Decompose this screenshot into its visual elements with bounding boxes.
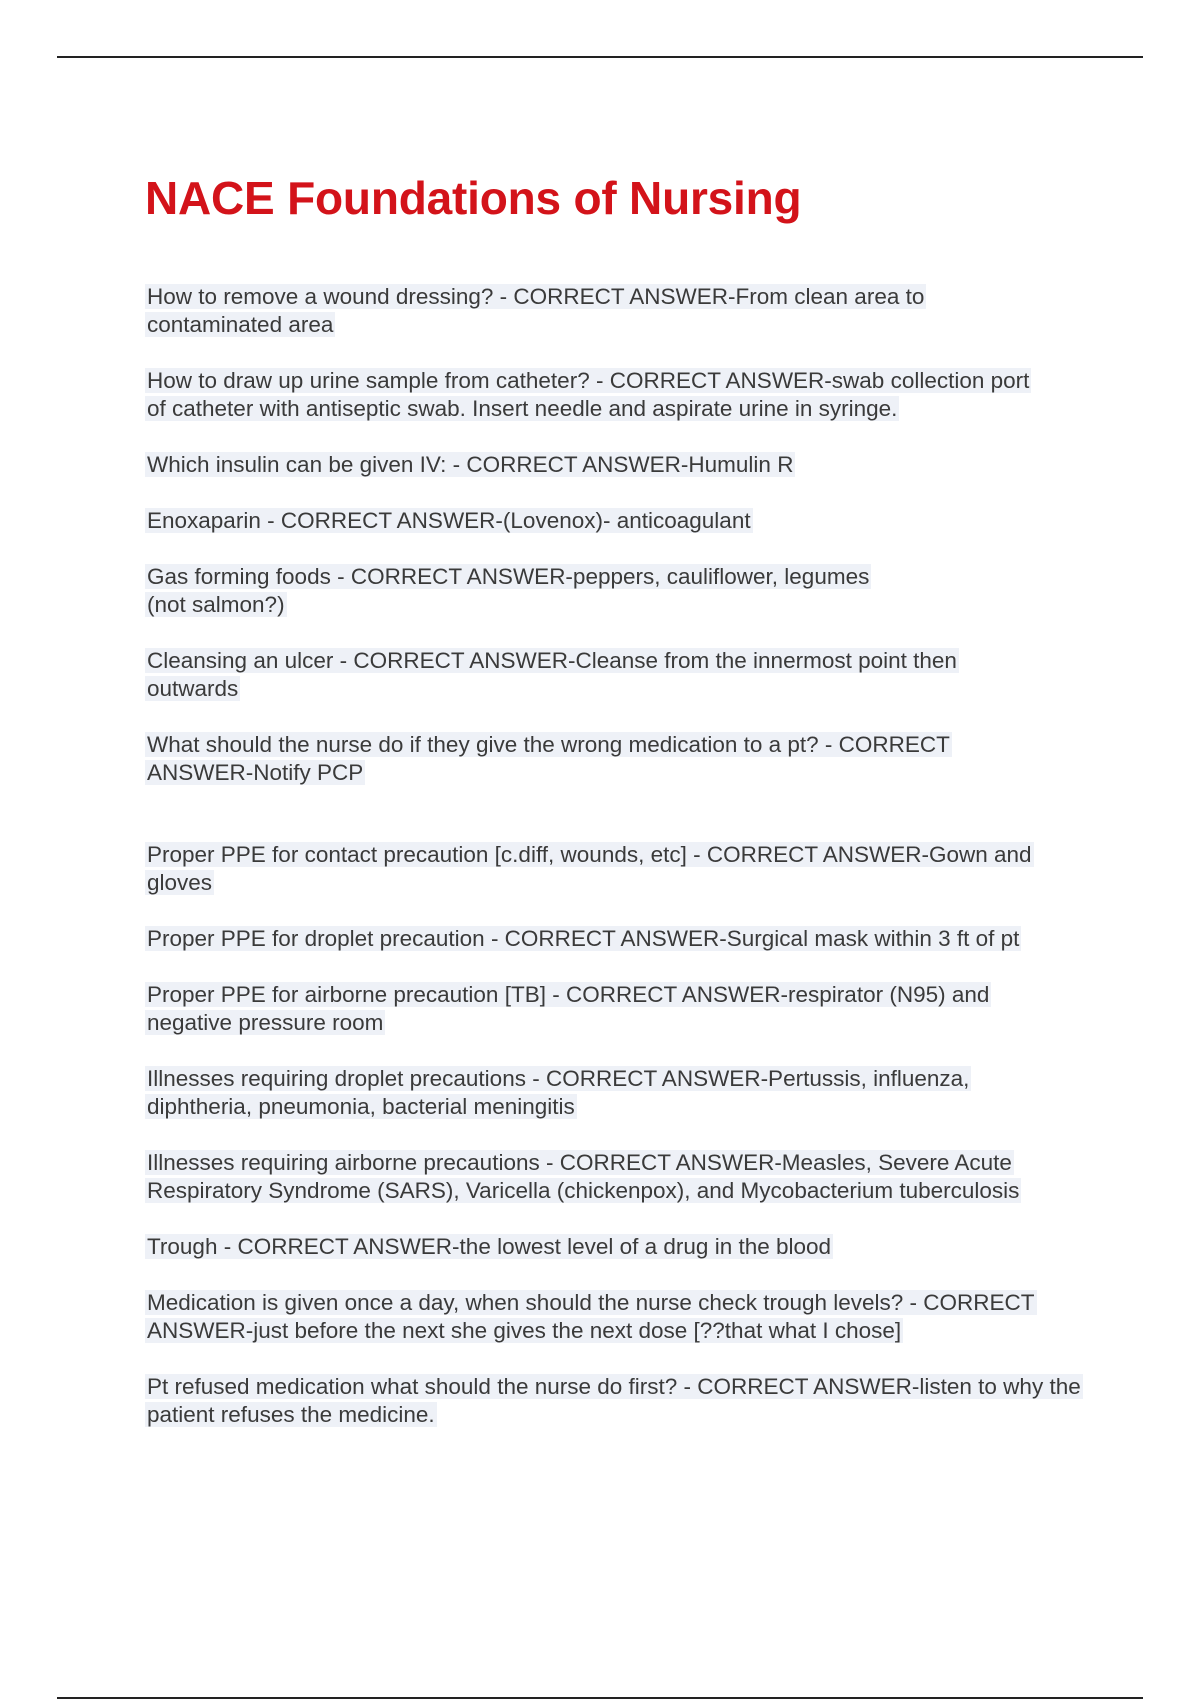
top-rule [57, 56, 1143, 58]
qa-item-2 [145, 367, 1045, 423]
qa-item-10 [145, 981, 1065, 1037]
qa-text: Medication is given once a day, when should the nurse check trough levels? - CORRECT ANSWER-just before the next she gives the next dose [??that what I chose] [147, 1290, 1035, 1343]
qa-text: Proper PPE for droplet precaution - CORRECT ANSWER-Surgical mask within 3 ft of pt [147, 926, 1020, 951]
qa-item-9 [145, 925, 1105, 953]
qa-text: Cleansing an ulcer - CORRECT ANSWER-Cleanse from the innermost point then outwards [147, 648, 957, 701]
qa-item-12 [145, 1149, 1105, 1205]
qa-item-4 [145, 507, 1095, 535]
qa-text: Enoxaparin - CORRECT ANSWER-(Lovenox)- anticoagulant [147, 508, 751, 533]
qa-text: Proper PPE for contact precaution [c.diff, wounds, etc] - CORRECT ANSWER-Gown and gloves [147, 842, 1032, 895]
qa-list [145, 283, 1095, 1457]
qa-text: Illnesses requiring airborne precautions - CORRECT ANSWER-Measles, Severe Acute Respiratory Syndrome (SARS), Varicella (chickenpox), and Mycobacterium tuberculosis [147, 1150, 1020, 1203]
qa-item-13 [145, 1233, 1095, 1261]
qa-text: Gas forming foods - CORRECT ANSWER-peppers, cauliflower, legumes [147, 564, 870, 589]
qa-item-3 [145, 451, 1095, 479]
qa-text: How to draw up urine sample from catheter? - CORRECT ANSWER-swab collection port of catheter with antiseptic swab. Insert needle and aspirate urine in syringe. [147, 368, 1030, 421]
qa-text-continued: (not salmon?) [147, 592, 285, 617]
qa-item-6 [145, 647, 1025, 703]
qa-item-15 [145, 1373, 1085, 1429]
qa-item-7 [145, 731, 1025, 787]
qa-text: Trough - CORRECT ANSWER-the lowest level of a drug in the blood [147, 1234, 832, 1259]
qa-text: What should the nurse do if they give the wrong medication to a pt? - CORRECT ANSWER-Notify PCP [147, 732, 950, 785]
document-title: NACE Foundations of Nursing [145, 172, 802, 224]
qa-item-11 [145, 1065, 1045, 1121]
qa-text: Proper PPE for airborne precaution [TB] - CORRECT ANSWER-respirator (N95) and negative pressure room [147, 982, 990, 1035]
qa-text: Which insulin can be given IV: - CORRECT ANSWER-Humulin R [147, 452, 794, 477]
qa-text: Illnesses requiring droplet precautions - CORRECT ANSWER-Pertussis, influenza, diphtheria, pneumonia, bacterial meningitis [147, 1066, 970, 1119]
qa-item-8 [145, 841, 1065, 897]
bottom-rule [57, 1697, 1143, 1699]
qa-item-14 [145, 1289, 1105, 1345]
qa-text: How to remove a wound dressing? - CORRECT ANSWER-From clean area to contaminated area [147, 284, 925, 337]
qa-item-5 [145, 563, 1095, 619]
qa-item-1 [145, 283, 945, 339]
qa-text: Pt refused medication what should the nurse do first? - CORRECT ANSWER-listen to why the patient refuses the medicine. [147, 1374, 1081, 1427]
